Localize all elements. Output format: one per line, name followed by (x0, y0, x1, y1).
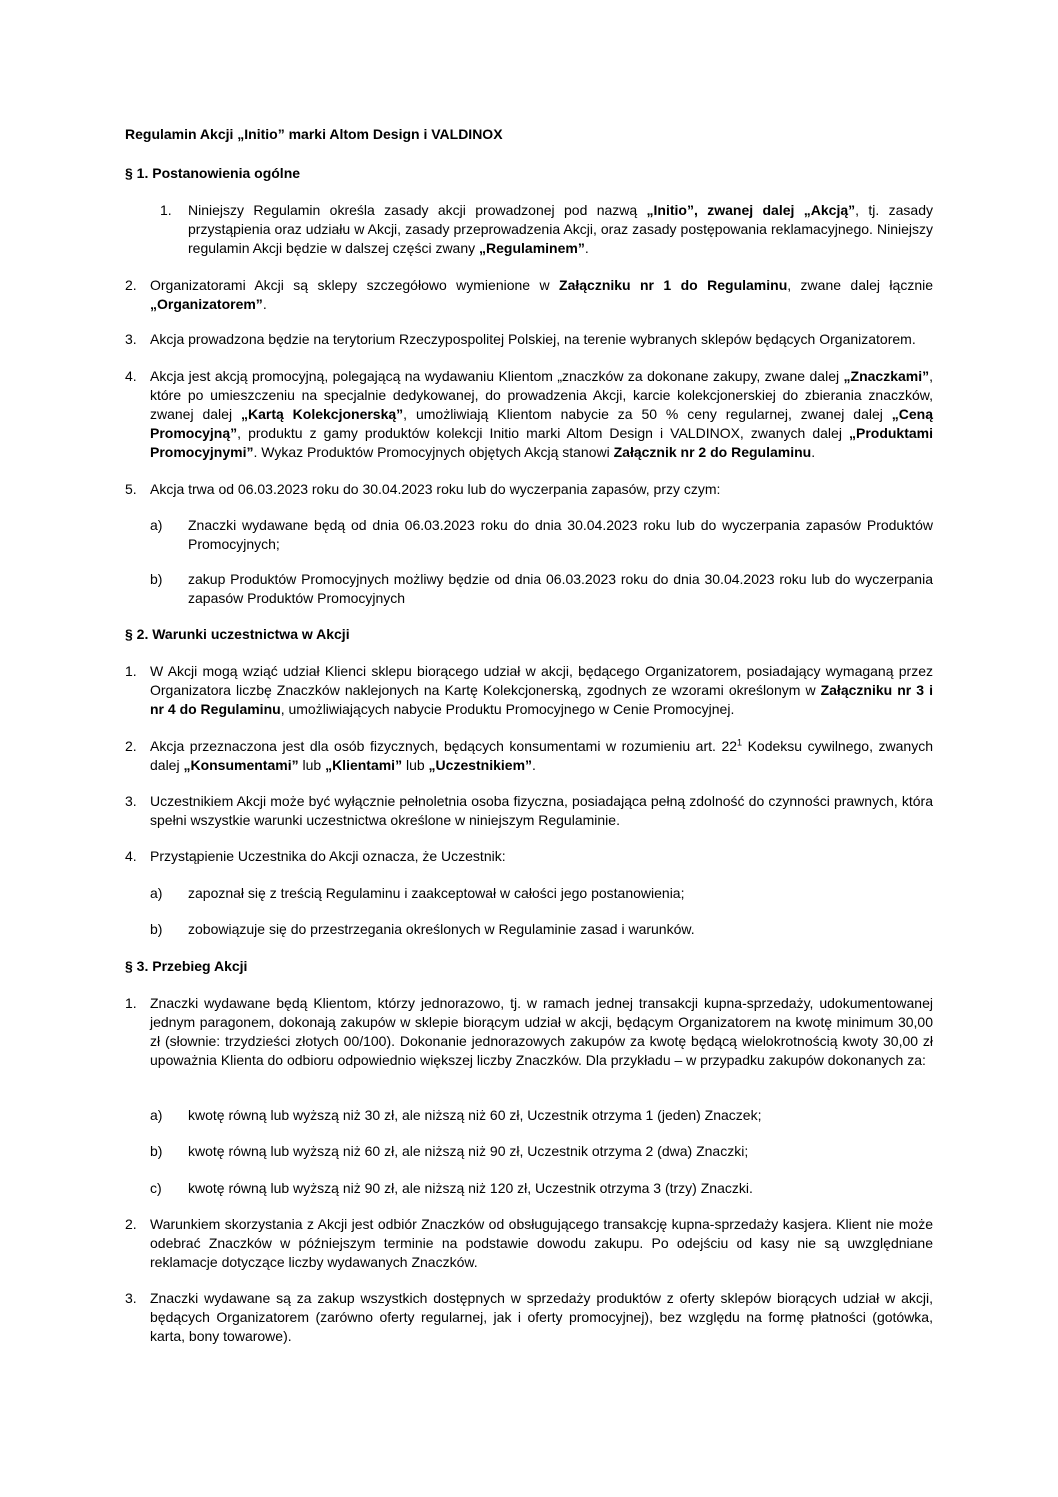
item-number: 1. (125, 995, 137, 1011)
section-2-item-3 (125, 792, 933, 830)
section-1-item-5-b (150, 570, 933, 608)
item-number: 2. (125, 738, 137, 754)
section-1-item-5-a (150, 516, 933, 554)
document-title: Regulamin Akcji „Initio” marki Altom Design i VALDINOX (125, 126, 503, 142)
section-1-item-4 (125, 367, 933, 462)
sub-text: zapoznał się z treścią Regulaminu i zaakceptował w całości jego postanowienia; (188, 885, 685, 901)
section-2-item-2 (125, 737, 933, 775)
item-text: Warunkiem skorzystania z Akcji jest odbiór Znaczków od obsługującego transakcję kupna-sprzedaży kasjera. Klient nie może odebrać Znaczków w późniejszym terminie na podstawie dowodu zakupu. Po odejściu od kasy nie są uwzględniane reklamacje dotyczące liczby wydawanych Znaczków. (150, 1216, 933, 1270)
sub-label: a) (150, 885, 163, 901)
item-number: 1. (125, 663, 137, 679)
section-2-item-4 (125, 847, 933, 866)
item-text: Akcja jest akcją promocyjną, polegającą na wydawaniu Klientom „znaczków za dokonane zakupy, zwane dalej „Znaczkami”, które po umieszczeniu na specjalnie dedykowanej, do prowadzenia Akcji, karcie kolekcjonerskiej do zbierania znaczków, zwanej dalej „Kartą Kolekcjonerską”, umożliwiają Klientom nabycie za 50 % ceny regularnej, zwanej dalej „Ceną Promocyjną”, produktu z gamy produktów kolekcji Initio marki Altom Design i VALDINOX, zwanych dalej „Produktami Promocyjnymi”. Wykaz Produktów Promocyjnych objętych Akcją stanowi Załącznik nr 2 do Regulaminu. (150, 368, 933, 460)
item-number: 3. (125, 1290, 137, 1306)
sub-label: a) (150, 1107, 163, 1123)
item-number: 4. (125, 848, 137, 864)
sub-text: zakup Produktów Promocyjnych możliwy będzie od dnia 06.03.2023 roku do dnia 30.04.2023 roku lub do wyczerpania zapasów Produktów Promocyjnych (188, 571, 933, 606)
item-text: W Akcji mogą wziąć udział Klienci sklepu biorącego udział w akcji, będącego Organizatorem, posiadający wymaganą przez Organizatora liczbę Znaczków naklejonych na Kartę Kolekcjonerską, zgodnych ze wzorami określonym w Załączniku nr 3 i nr 4 do Regulaminu, umożliwiających nabycie Produktu Promocyjnego w Cenie Promocyjnej. (150, 663, 933, 717)
section-heading-1: § 1. Postanowienia ogólne (125, 165, 301, 181)
sub-label: c) (150, 1180, 162, 1196)
item-number: 2. (125, 1216, 137, 1232)
section-heading-3: § 3. Przebieg Akcji (125, 958, 248, 974)
item-text: Niniejszy Regulamin określa zasady akcji prowadzonej pod nazwą „Initio”, zwanej dalej „Akcją”, tj. zasady przystąpienia oraz udziału w Akcji, zasady przeprowadzenia Akcji, oraz zasady postępowania reklamacyjnego. Niniejszy regulamin Akcji będzie w dalszej części zwany „Regulaminem”. (188, 202, 933, 256)
section-heading-2: § 2. Warunki uczestnictwa w Akcji (125, 626, 350, 642)
item-text: Znaczki wydawane są za zakup wszystkich dostępnych w sprzedaży produktów z oferty sklepów biorących udział w akcji, będących Organizatorem (zarówno oferty regularnej, jak i oferty promocyjnej), bez względu na formę płatności (gotówka, karta, bony towarowe). (150, 1290, 933, 1344)
section-1-item-3 (125, 330, 933, 349)
item-number: 4. (125, 368, 137, 384)
item-number: 3. (125, 793, 137, 809)
sub-text: Znaczki wydawane będą od dnia 06.03.2023 roku do dnia 30.04.2023 roku lub do wyczerpania zapasów Produktów Promocyjnych; (188, 517, 933, 552)
item-text: Organizatorami Akcji są sklepy szczegółowo wymienione w Załączniku nr 1 do Regulaminu, zwane dalej łącznie „Organizatorem”. (150, 277, 933, 312)
item-text: Uczestnikiem Akcji może być wyłącznie pełnoletnia osoba fizyczna, posiadająca pełną zdolność do czynności prawnych, która spełni wszystkie warunki uczestnictwa określone w niniejszym Regulaminie. (150, 793, 933, 828)
section-3-item-2 (125, 1215, 933, 1272)
section-2-item-4-a (150, 884, 933, 903)
item-text: Akcja przeznaczona jest dla osób fizycznych, będących konsumentami w rozumieniu art. $22^1$ Kodeksu cywilnego, zwanych dalej „Konsumentami” lub „Klientami” lub „Uczestnikiem”. (150, 737, 933, 773)
section-1-item-5 (125, 480, 933, 499)
sub-text: kwotę równą lub wyższą niż 90 zł, ale niższą niż 120 zł, Uczestnik otrzyma 3 (trzy) Znaczki. (188, 1180, 753, 1196)
item-text: Akcja prowadzona będzie na terytorium Rzeczypospolitej Polskiej, na terenie wybranych sklepów będących Organizatorem. (150, 331, 916, 347)
sub-label: b) (150, 571, 163, 587)
item-number: 2. (125, 277, 137, 293)
section-3-item-1 (125, 994, 933, 1070)
sub-label: b) (150, 1143, 163, 1159)
section-3-item-1-b (150, 1142, 933, 1161)
section-1-item-2 (125, 276, 933, 314)
section-2-item-4-b (150, 920, 933, 939)
section-2-item-1 (125, 662, 933, 719)
item-text: Akcja trwa od 06.03.2023 roku do 30.04.2023 roku lub do wyczerpania zapasów, przy czym: (150, 481, 721, 497)
sub-label: a) (150, 517, 163, 533)
item-number: 5. (125, 481, 137, 497)
sub-text: zobowiązuje się do przestrzegania określonych w Regulaminie zasad i warunków. (188, 921, 695, 937)
sub-text: kwotę równą lub wyższą niż 30 zł, ale niższą niż 60 zł, Uczestnik otrzyma 1 (jeden) Znaczek; (188, 1107, 762, 1123)
sub-text: kwotę równą lub wyższą niż 60 zł, ale niższą niż 90 zł, Uczestnik otrzyma 2 (dwa) Znaczki; (188, 1143, 749, 1159)
section-1-item-1 (160, 201, 933, 258)
section-3-item-1-a (150, 1106, 933, 1125)
item-text: Znaczki wydawane będą Klientom, którzy jednorazowo, tj. w ramach jednej transakcji kupna-sprzedaży, udokumentowanej jednym paragonem, dokonają zakupów w sklepie biorącym udział w akcji, będącym Organizatorem na kwotę minimum 30,00 zł (słownie: trzydzieści złotych 00/100). Dokonanie jednorazowych zakupów za kwotę będącą wielokrotnością kwoty 30,00 zł upoważnia Klienta do odbioru odpowiednio większej liczby Znaczków. Dla przykładu – w przypadku zakupów dokonanych za: (150, 995, 933, 1068)
section-3-item-3 (125, 1289, 933, 1346)
item-number: 1. (160, 202, 172, 218)
sub-label: b) (150, 921, 163, 937)
item-number: 3. (125, 331, 137, 347)
item-text: Przystąpienie Uczestnika do Akcji oznacza, że Uczestnik: (150, 848, 506, 864)
section-3-item-1-c (150, 1179, 933, 1198)
